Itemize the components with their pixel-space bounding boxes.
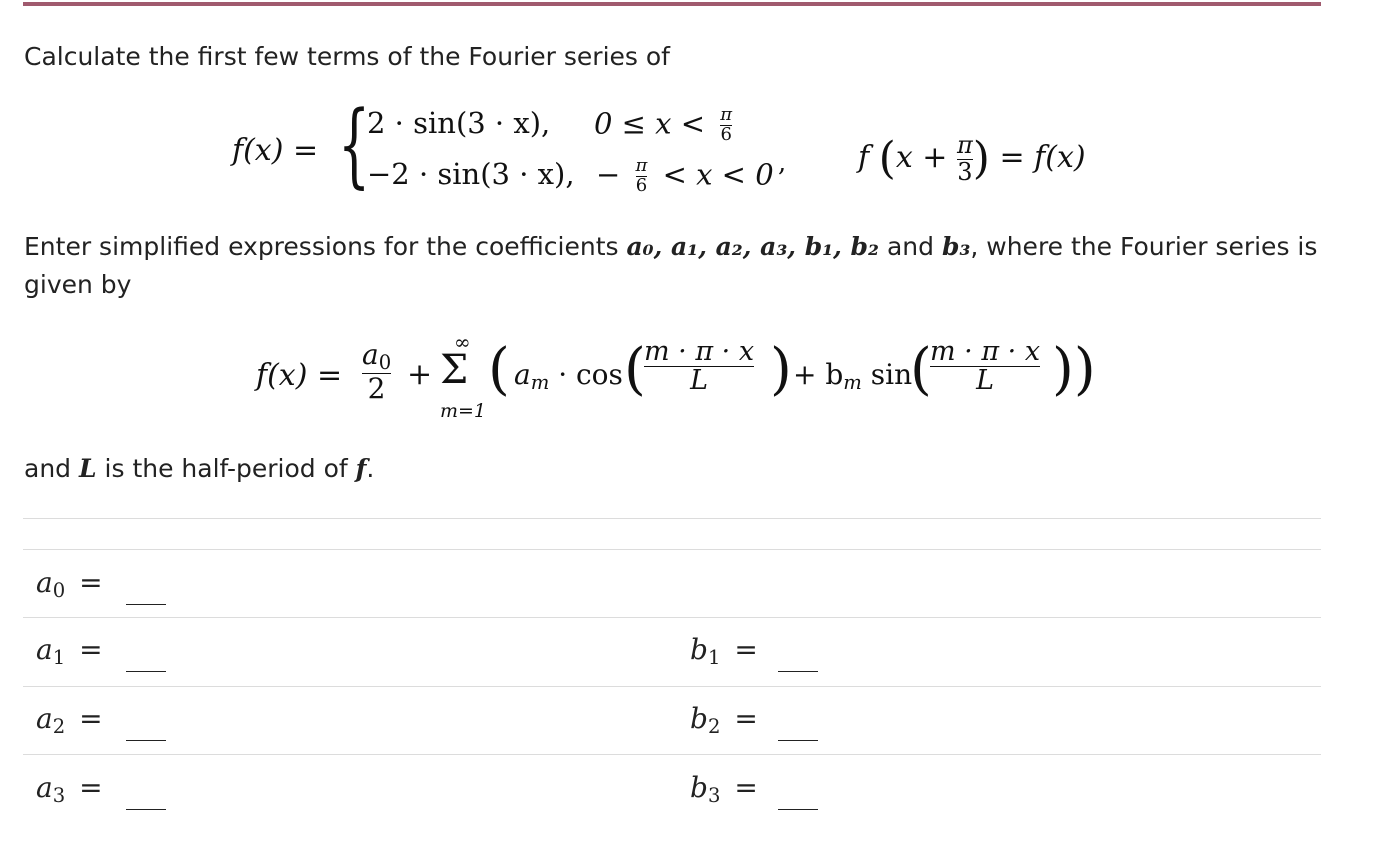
sigma-symbol: Σ: [440, 347, 469, 393]
section-divider: [23, 518, 1321, 519]
a2-answer-input[interactable]: [126, 717, 166, 739]
bm-sin-term: + $b_m$ sin: [793, 358, 913, 394]
b1-answer-blank: [778, 671, 818, 672]
cos-close-paren: ): [770, 337, 792, 402]
top-accent-rule: [23, 2, 1321, 6]
a2-label: $a_2$ =: [36, 702, 103, 738]
b3-answer-input[interactable]: [778, 786, 818, 808]
function-lhs: f(x) =: [232, 133, 319, 168]
case2-expression: −2 · sin(3 · x),: [367, 157, 575, 191]
case1-expression: 2 · sin(3 · x),: [367, 106, 551, 140]
sin-argument: $\frac{m \cdot \pi \cdot x}{L}$: [930, 336, 1041, 397]
series-lhs: f(x) =: [256, 358, 343, 393]
case2-condition: − $\frac{\pi}{6}$ < x < 0: [596, 155, 774, 196]
a3-answer-input[interactable]: [126, 786, 166, 808]
row-divider: [23, 754, 1321, 755]
cos-argument: $\frac{m \cdot \pi \cdot x}{L}$: [644, 336, 755, 397]
half-period-text: and L is the half-period of f.: [24, 454, 375, 483]
a0-over-2: $\frac{a_0}{2}$: [362, 338, 392, 406]
definition-comma: ,: [778, 148, 787, 178]
b1-answer-input[interactable]: [778, 648, 818, 670]
b2-answer-blank: [778, 740, 818, 741]
a3-answer-blank: [126, 809, 166, 810]
b2-answer-input[interactable]: [778, 717, 818, 739]
case1-condition: 0 ≤ x < $\frac{\pi}{6}$: [594, 104, 733, 145]
sum-upper-infinity: ∞: [454, 330, 471, 354]
a1-label: $a_1$ =: [36, 633, 103, 669]
b3-label: $b_3$ =: [690, 771, 758, 807]
a0-answer-input[interactable]: [126, 581, 166, 603]
b1-label: $b_1$ =: [690, 633, 758, 669]
open-paren: (: [488, 337, 510, 402]
periodicity-condition: f (x + $\frac{\pi}{3}$ ) = f(x): [858, 131, 1086, 186]
b2-label: $b_2$ =: [690, 702, 758, 738]
b3-answer-blank: [778, 809, 818, 810]
enter-coefficients-text: Enter simplified expressions for the coefficients a₀, a₁, a₂, a₃, b₁, b₂ and b₃, where the Fourier series is: [24, 232, 1318, 261]
cos-open-paren: (: [624, 337, 646, 402]
am-cos-term: $a_m \cdot \cos$: [514, 358, 623, 394]
sin-open-paren: (: [910, 337, 932, 402]
left-brace: {: [338, 91, 371, 198]
given-by-text: given by: [24, 270, 132, 299]
intro-text: Calculate the first few terms of the Fourier series of: [24, 42, 670, 71]
close-parens: )): [1052, 337, 1096, 402]
sum-lower-bound: m=1: [440, 400, 487, 422]
a3-label: $a_3$ =: [36, 771, 103, 807]
a2-answer-blank: [126, 740, 166, 741]
a0-label: $a_0$ =: [36, 566, 103, 602]
a0-answer-blank: [126, 604, 166, 605]
row-divider-top: [23, 549, 1321, 550]
row-divider: [23, 617, 1321, 618]
a1-answer-input[interactable]: [126, 648, 166, 670]
a1-answer-blank: [126, 671, 166, 672]
row-divider: [23, 686, 1321, 687]
series-plus: +: [407, 357, 433, 392]
